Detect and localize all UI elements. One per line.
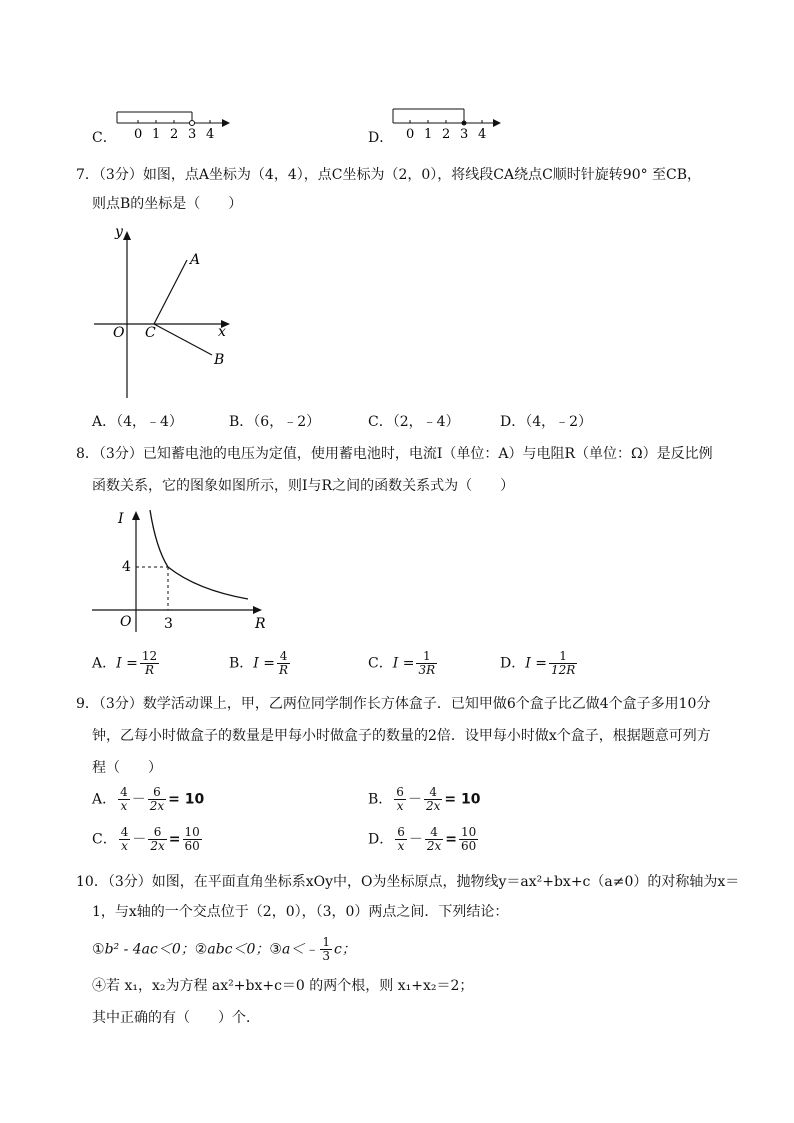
q7-figure-coordinate-plane	[92, 222, 242, 402]
q9-stem-line1: 9．（3分）数学活动课上，甲，乙两位同学制作长方体盒子．已知甲做6个盒子比乙做4个盒子多用10分	[76, 696, 711, 712]
q7-stem-line2: 则点B的坐标是（ ）	[92, 196, 243, 212]
value-3-label: 3	[164, 616, 173, 632]
q9-option-c[interactable]: C． $\frac{4}{x}$ － $\frac{6}{2x}$ = $\frac{10}{60}$	[92, 825, 200, 853]
mark-4: ④	[92, 978, 106, 994]
q10-conclusion-4: ④若 x₁，x₂为方程 ax²+bx+c＝0 的两个根，则 x₁+x₂＝2；	[92, 978, 474, 994]
q10-stem-line2: 1，与x轴的一个交点位于（2，0），（3，0）两点之间．下列结论：	[92, 904, 509, 920]
tick-label: 2	[442, 127, 451, 142]
q9-option-a[interactable]: A． $\frac{4}{x}$ － $\frac{6}{2x}$ = 10	[92, 785, 205, 813]
tick-label: 1	[424, 127, 433, 142]
tick-label: 1	[152, 127, 161, 142]
q7-option-b[interactable]: B．（6，﹣2）	[229, 414, 321, 430]
x-axis-label: x	[218, 324, 226, 340]
q6-option-c-number-line	[112, 105, 237, 145]
q6-option-c-label: C．	[92, 130, 117, 146]
q8-stem-line1: 8．（3分）已知蓄电池的电压为定值，使用蓄电池时，电流I（单位：A）与电阻R（单位：Ω）是反比例	[76, 446, 713, 462]
tick-label: 4	[206, 127, 215, 142]
conclusion-3-part1: a＜﹣	[281, 941, 319, 958]
q7-stem-line1: 7．（3分）如图，点A坐标为（4，4），点C坐标为（2，0），将线段CA绕点C顺时针旋转90° 至CB，	[76, 167, 702, 183]
point-b-label: B	[214, 352, 225, 368]
origin-label: O	[113, 325, 125, 341]
q8-option-b[interactable]: B．I = $\frac{4}{R}$	[229, 649, 289, 677]
q9-stem-line3: 程（ ）	[92, 760, 162, 776]
q7-option-a[interactable]: A．（4，﹣4）	[92, 414, 183, 430]
mark-2: ②	[194, 941, 208, 958]
q9-option-b[interactable]: B． $\frac{6}{x}$ － $\frac{4}{2x}$ = 10	[368, 785, 481, 813]
mark-1: ①	[92, 941, 105, 958]
q9-option-d[interactable]: D． $\frac{6}{x}$ － $\frac{4}{2x}$ = $\frac{10}{60}$	[368, 825, 477, 853]
conclusion-2: abc＜0；	[207, 941, 270, 958]
q7-option-d[interactable]: D．（4，﹣2）	[500, 414, 593, 430]
point-a-label: A	[190, 252, 201, 268]
q10-question-prompt: 其中正确的有（ ）个．	[92, 1010, 260, 1026]
conclusion-1: b² - 4ac＜0；	[104, 941, 195, 958]
tick-label: 0	[134, 127, 143, 142]
tick-label: 2	[170, 127, 179, 142]
q8-option-c[interactable]: C．I = $\frac{1}{3R}$	[368, 649, 436, 677]
q8-option-a[interactable]: A．I = $\frac{12}{R}$	[92, 649, 158, 677]
tick-label: 0	[406, 127, 415, 142]
q10-conclusions-1-3: ①b² - 4ac＜0；②abc＜0；③a＜﹣ $\frac{1}{3}$ c；	[92, 935, 356, 963]
q6-option-d-number-line	[388, 105, 513, 145]
q6-option-d-label: D．	[368, 130, 394, 146]
q7-option-c[interactable]: C．（2，﹣4）	[368, 414, 460, 430]
q8-figure-inverse-graph	[92, 506, 272, 636]
tick-label: 3	[188, 127, 197, 142]
mark-3: ③	[269, 941, 282, 958]
origin-label: O	[120, 614, 132, 630]
point-c-label: C	[145, 325, 156, 341]
tick-label: 4	[478, 127, 487, 142]
i-axis-label: I	[118, 511, 124, 527]
q8-stem-line2: 函数关系，它的图象如图所示，则I与R之间的函数关系式为（ ）	[92, 478, 515, 494]
q8-option-d[interactable]: D．I = $\frac{1}{12R}$	[500, 649, 576, 677]
q9-stem-line2: 钟，乙每小时做盒子的数量是甲每小时做盒子的数量的2倍．设甲每小时做x个盒子，根据题意可列方	[92, 728, 711, 744]
conclusion-3-part2: c；	[333, 941, 356, 958]
value-4-label: 4	[122, 559, 131, 575]
r-axis-label: R	[255, 616, 266, 632]
y-axis-label: y	[115, 224, 123, 240]
tick-label: 3	[460, 127, 469, 142]
q10-stem-line1: 10．（3分）如图，在平面直角坐标系xOy中，O为坐标原点，抛物线y＝ax²+bx+c（a≠0）的对称轴为x＝	[76, 874, 740, 890]
